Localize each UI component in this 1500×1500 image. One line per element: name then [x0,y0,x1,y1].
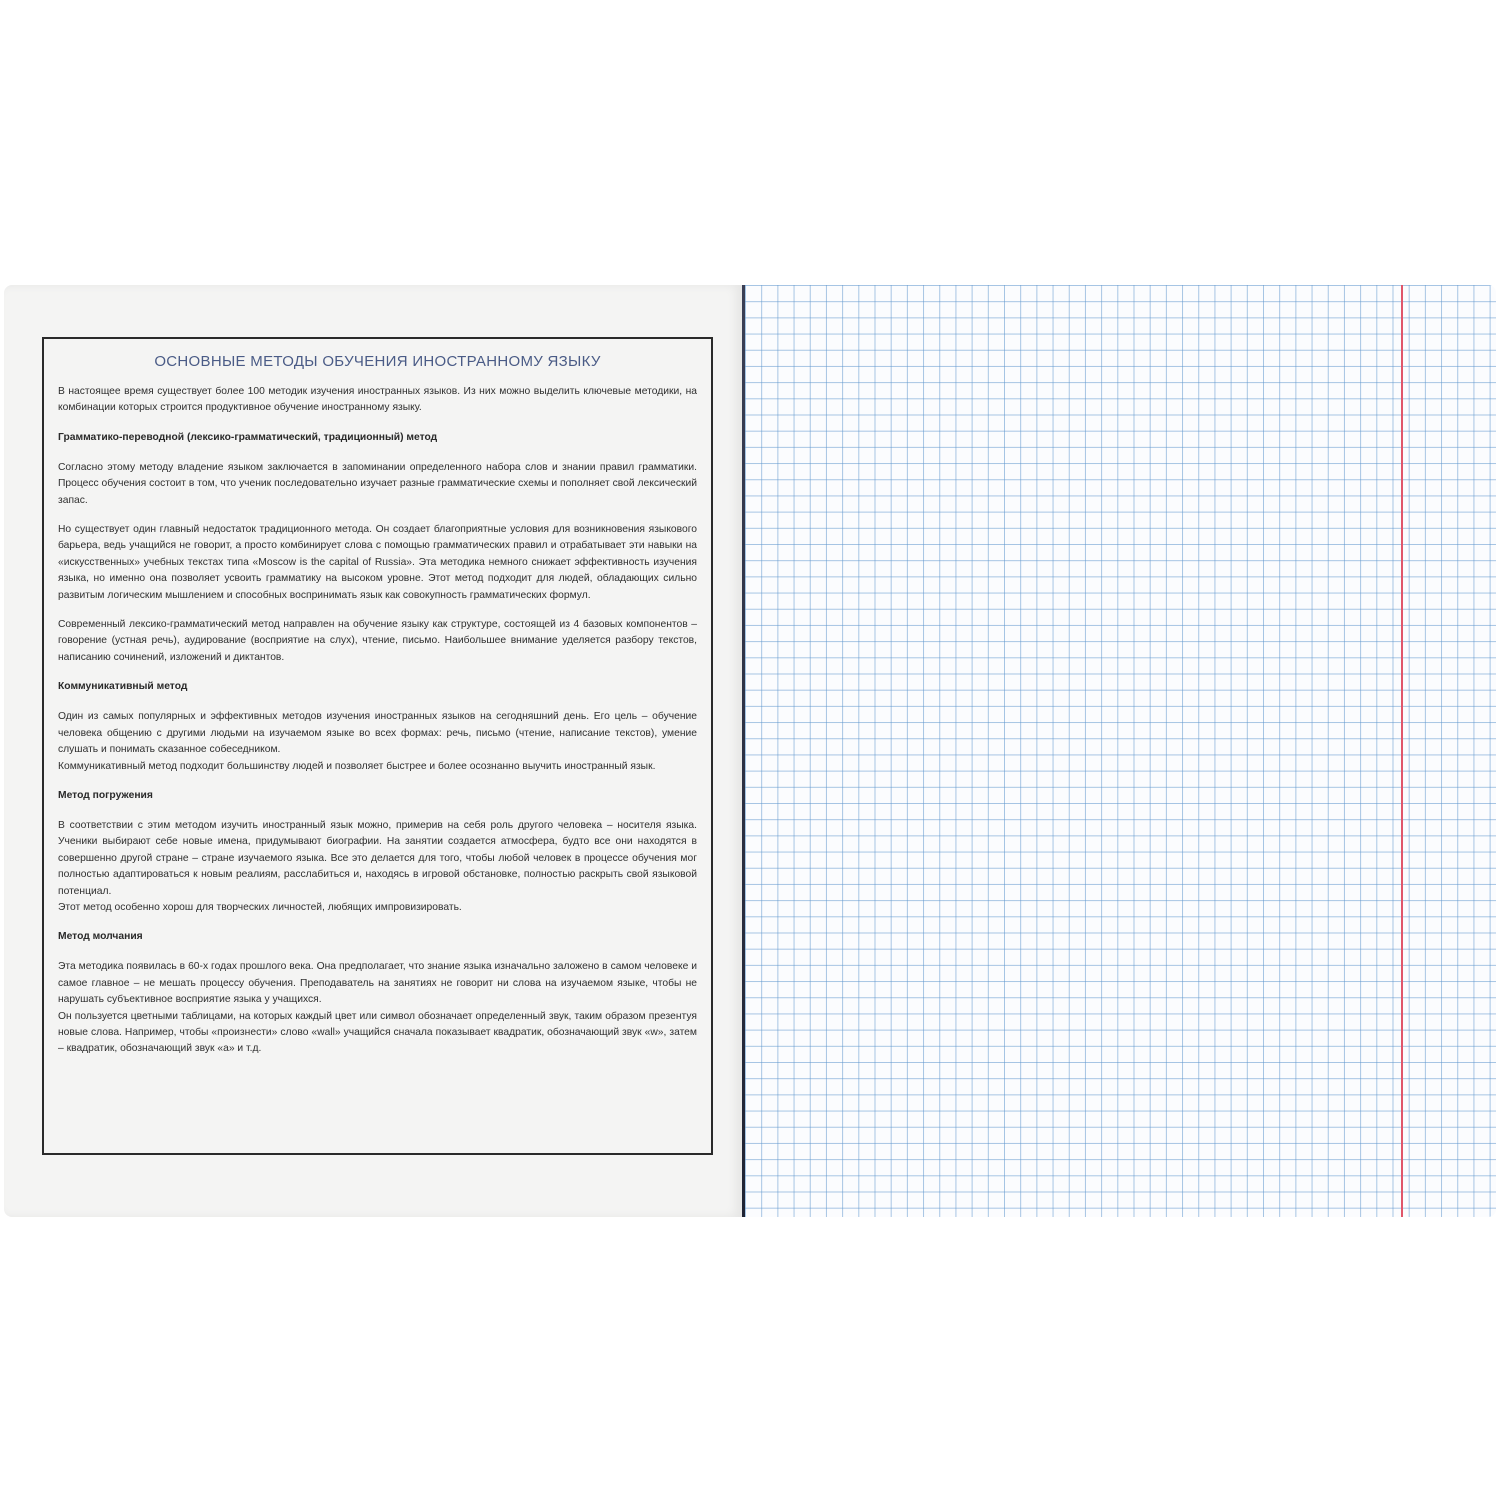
silence-paragraph-1: Эта методика появилась в 60-х годах прошлого века. Она предполагает, что знание языка изначально заложено в самом человеке и самое главное – не мешать процессу обучения. Преподаватель на занятиях не говорит ни слова на изучаемом языке, чтобы не нарушать субъективное восприятие языка у учащихся. [58,961,697,1006]
inner-cover-page [4,285,742,1217]
notebook-spread [4,285,1496,1217]
red-margin-line [1401,285,1403,1217]
immersion-paragraph-2: Этот метод особенно хорош для творческих личностей, любящих импровизировать. [58,901,462,913]
grammar-paragraph-1: Согласно этому методу владение языком заключается в запоминании определенного набора слов и знании правил грамматики. Процесс обучения состоит в том, что ученик последовательно изучает разные грамматические схемы и пополняет свой лексический запас. [58,461,697,506]
immersion-paragraph-1: В соответствии с этим методом изучить иностранный язык можно, примерив на себя роль другого человека – носителя языка. Ученики выбирают себе новые имена, придумывают биографии. На занятии создается атмосфера, будто все они находятся в совершенно другой стране – стране изучаемого языка. Все это делается для того, чтобы любой человек в процессе обучения мог полностью адаптироваться к новым реалиям, расслабиться и, находясь в игровой обстановке, полностью раскрыть свой языковой потенциал. [58,819,697,897]
communicative-method-heading: Коммуникативный метод [58,681,188,693]
grammar-paragraph-3: Современный лексико-грамматический метод направлен на обучение языку как структуре, состоящей из 4 базовых компонентов – говорение (устная речь), аудирование (восприятие на слух), чтение, письмо. Наибольшее внимание уделяется разбору текстов, написанию сочинений, изложений и диктантов. [58,619,697,663]
communicative-paragraph-1: Один из самых популярных и эффективных методов изучения иностранных языков на сегодняшний день. Его цель – обучение человека общению с другими людьми на изучаемом языке во всех формах: речь, письмо (чтение, написание текстов), умение слушать и понимать сказанное собеседником. [58,711,697,756]
page-title: ОСНОВНЫЕ МЕТОДЫ ОБУЧЕНИЯ ИНОСТРАННОМУ ЯЗЫКУ [154,353,601,370]
communicative-paragraph-2: Коммуникативный метод подходит большинству людей и позволяет быстрее и более осознанно выучить иностранный язык. [58,760,656,772]
info-text-frame [42,337,713,1155]
immersion-method-heading: Метод погружения [58,789,153,801]
grammar-method-heading: Грамматико-переводной (лексико-грамматический, традиционный) метод [58,431,438,443]
intro-paragraph: В настоящее время существует более 100 методик изучения иностранных языков. Из них можно выделить ключевые методики, на комбинации которых строится продуктивное обучение иностранному языку. [58,386,697,414]
grammar-paragraph-2: Но существует один главный недостаток традиционного метода. Он создает благоприятные условия для возникновения языкового барьера, ведь учащийся не говорит, а просто комбинирует слова с помощью грамматических правил и отрабатывает эти навыки на «искусственных» учебных текстах типа «Moscow is the capital of Russia». Эта методика немного снижает эффективность изучения языка, но именно она позволяет усвоить грамматику на высоком уровне. Этот метод подходит для людей, обладающих сильно развитым логическим мышлением и способных воспринимать язык как совокупность грамматических формул. [58,524,697,601]
silence-method-heading: Метод молчания [58,931,143,943]
grid-paper-page [745,285,1496,1217]
silence-paragraph-2: Он пользуется цветными таблицами, на которых каждый цвет или символ обозначает определенный звук, таким образом презентуя новые слова. Например, чтобы «произнести» слово «wall» учащийся сначала показывает квадратик, обозначающий звук «w», затем – квадратик, обозначающий звук «a» и т.д. [58,1010,697,1055]
